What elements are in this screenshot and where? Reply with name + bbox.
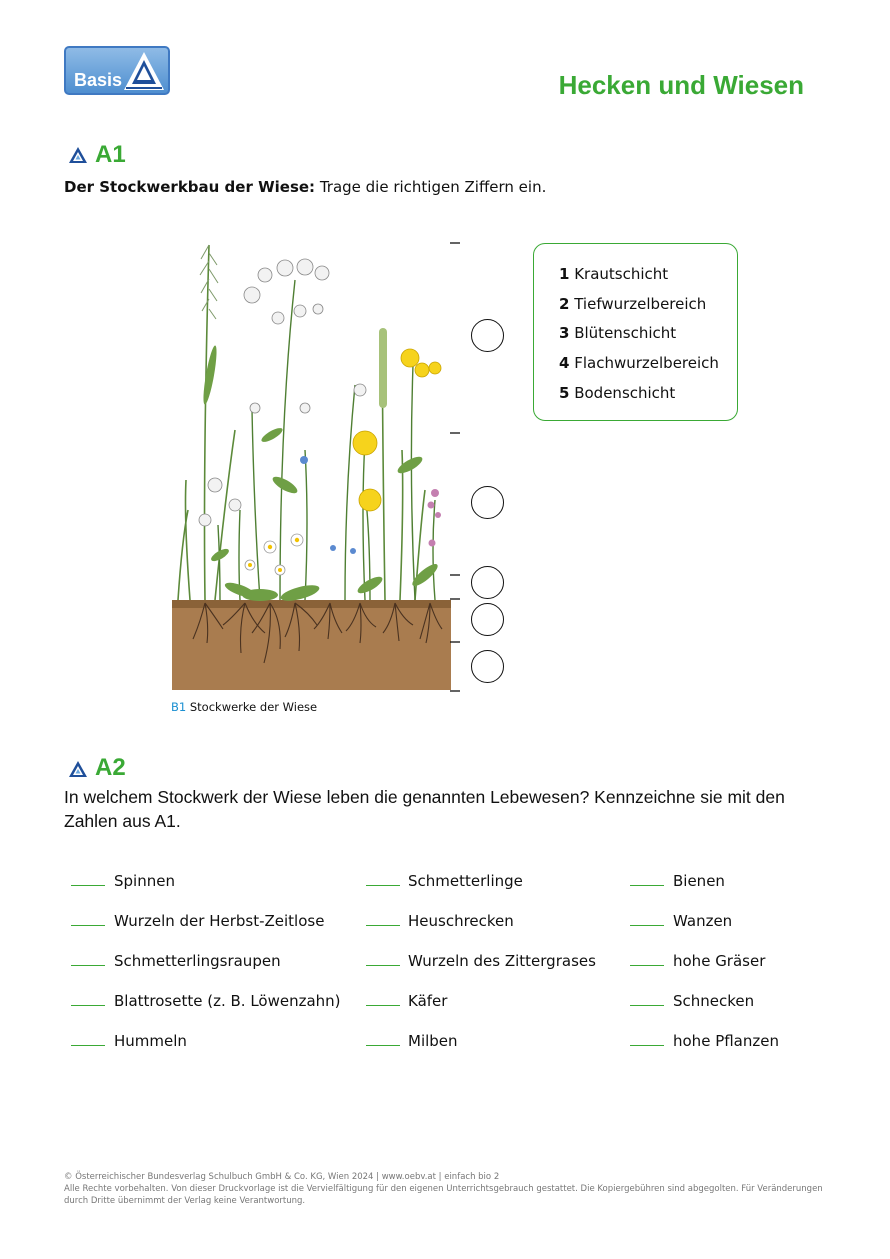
organism-label: Hummeln	[114, 1032, 187, 1050]
answer-blank[interactable]	[630, 1005, 664, 1006]
logo-text: Basis	[74, 70, 123, 90]
organism-label: Schmetterlinge	[408, 872, 523, 890]
answer-blank[interactable]	[366, 965, 400, 966]
figure-caption	[171, 700, 317, 714]
a1-label: A1	[95, 141, 126, 168]
organism-label: Wurzeln der Herbst-Zeitlose	[114, 912, 325, 930]
answer-blank[interactable]	[630, 885, 664, 886]
meadow-illustration	[160, 235, 460, 695]
a2-question: In welchem Stockwerk der Wiese leben die genannten Lebewesen? Kennzeichne sie mit den Zahlen aus A1.	[64, 787, 785, 831]
a1-icon-wrap	[68, 146, 88, 168]
organism-label: Wanzen	[673, 912, 733, 930]
answer-blank[interactable]	[366, 885, 400, 886]
organism-label: Bienen	[673, 872, 725, 890]
caption-text: Stockwerke der Wiese	[186, 700, 318, 714]
basis-level-icon	[68, 146, 88, 164]
a2-label: A2	[95, 754, 126, 781]
organism-label: Käfer	[408, 992, 448, 1010]
organism-label: Heuschrecken	[408, 912, 514, 930]
answer-circle-lower-middle[interactable]	[471, 603, 504, 636]
a1-prompt-rest: Trage die richtigen Ziffern ein.	[315, 178, 547, 196]
daisies	[245, 534, 303, 575]
leaves	[201, 345, 441, 604]
legend-item: 2 Tiefwurzelbereich	[559, 294, 707, 313]
a1-prompt	[64, 178, 546, 196]
answer-blank[interactable]	[366, 925, 400, 926]
pyramid-icon	[122, 50, 166, 92]
answer-blank[interactable]	[71, 885, 105, 886]
answer-circle-middle[interactable]	[471, 566, 504, 599]
legend-box	[533, 243, 738, 421]
answer-blank[interactable]	[71, 1005, 105, 1006]
a2-icon-wrap	[68, 760, 88, 782]
answer-blank[interactable]	[71, 965, 105, 966]
answer-blank[interactable]	[630, 1045, 664, 1046]
a1-prompt-bold: Der Stockwerkbau der Wiese:	[64, 178, 316, 196]
answer-blank[interactable]	[630, 965, 664, 966]
organism-label: Milben	[408, 1032, 458, 1050]
organism-label: Wurzeln des Zittergrases	[408, 952, 596, 970]
legend-item: 3 Blütenschicht	[559, 324, 677, 343]
legend-item: 1 Krautschicht	[559, 265, 669, 283]
answer-circle-bottom[interactable]	[471, 650, 504, 683]
answer-circle-upper-middle[interactable]	[471, 486, 504, 519]
legend-item: 4 Flachwurzelbereich	[559, 354, 719, 373]
organism-label: Schnecken	[673, 992, 755, 1010]
organism-label: Schmetterlingsraupen	[114, 952, 281, 970]
layer-bracket	[450, 243, 460, 691]
organism-label: hohe Pflanzen	[673, 1032, 779, 1050]
basis-level-icon	[68, 760, 88, 778]
answer-blank[interactable]	[366, 1005, 400, 1006]
basis-logo	[64, 46, 170, 95]
legend-item: 5 Bodenschicht	[559, 383, 676, 402]
answer-blank[interactable]	[630, 925, 664, 926]
footer-line-1: © Österreichischer Bundesverlag Schulbuch GmbH & Co. KG, Wien 2024 | www.oebv.at | einfach bio 2	[64, 1172, 500, 1182]
organism-label: hohe Gräser	[673, 952, 766, 970]
organism-label: Spinnen	[114, 872, 175, 890]
answer-blank[interactable]	[366, 1045, 400, 1046]
soil-layer	[172, 600, 451, 690]
yellow-flowers	[353, 349, 441, 511]
answer-circle-top[interactable]	[471, 319, 504, 352]
page-title: Hecken und Wiesen	[558, 70, 804, 100]
grass-spike	[379, 328, 387, 408]
answer-blank[interactable]	[71, 1045, 105, 1046]
organism-label: Blattrosette (z. B. Löwenzahn)	[114, 992, 341, 1010]
answer-blank[interactable]	[71, 925, 105, 926]
caption-tag: B1	[171, 700, 187, 714]
copyright-footer	[64, 1171, 824, 1207]
footer-line-2: Alle Rechte vorbehalten. Von dieser Druckvorlage ist die Vervielfältigung für den eigenen Unterrichtsgebrauch gestattet. Die Kopiergebühren sind abgegolten. Für Veränderungen durch Dritte übernimmt der Verlag keine Verantwortung.	[64, 1184, 823, 1206]
